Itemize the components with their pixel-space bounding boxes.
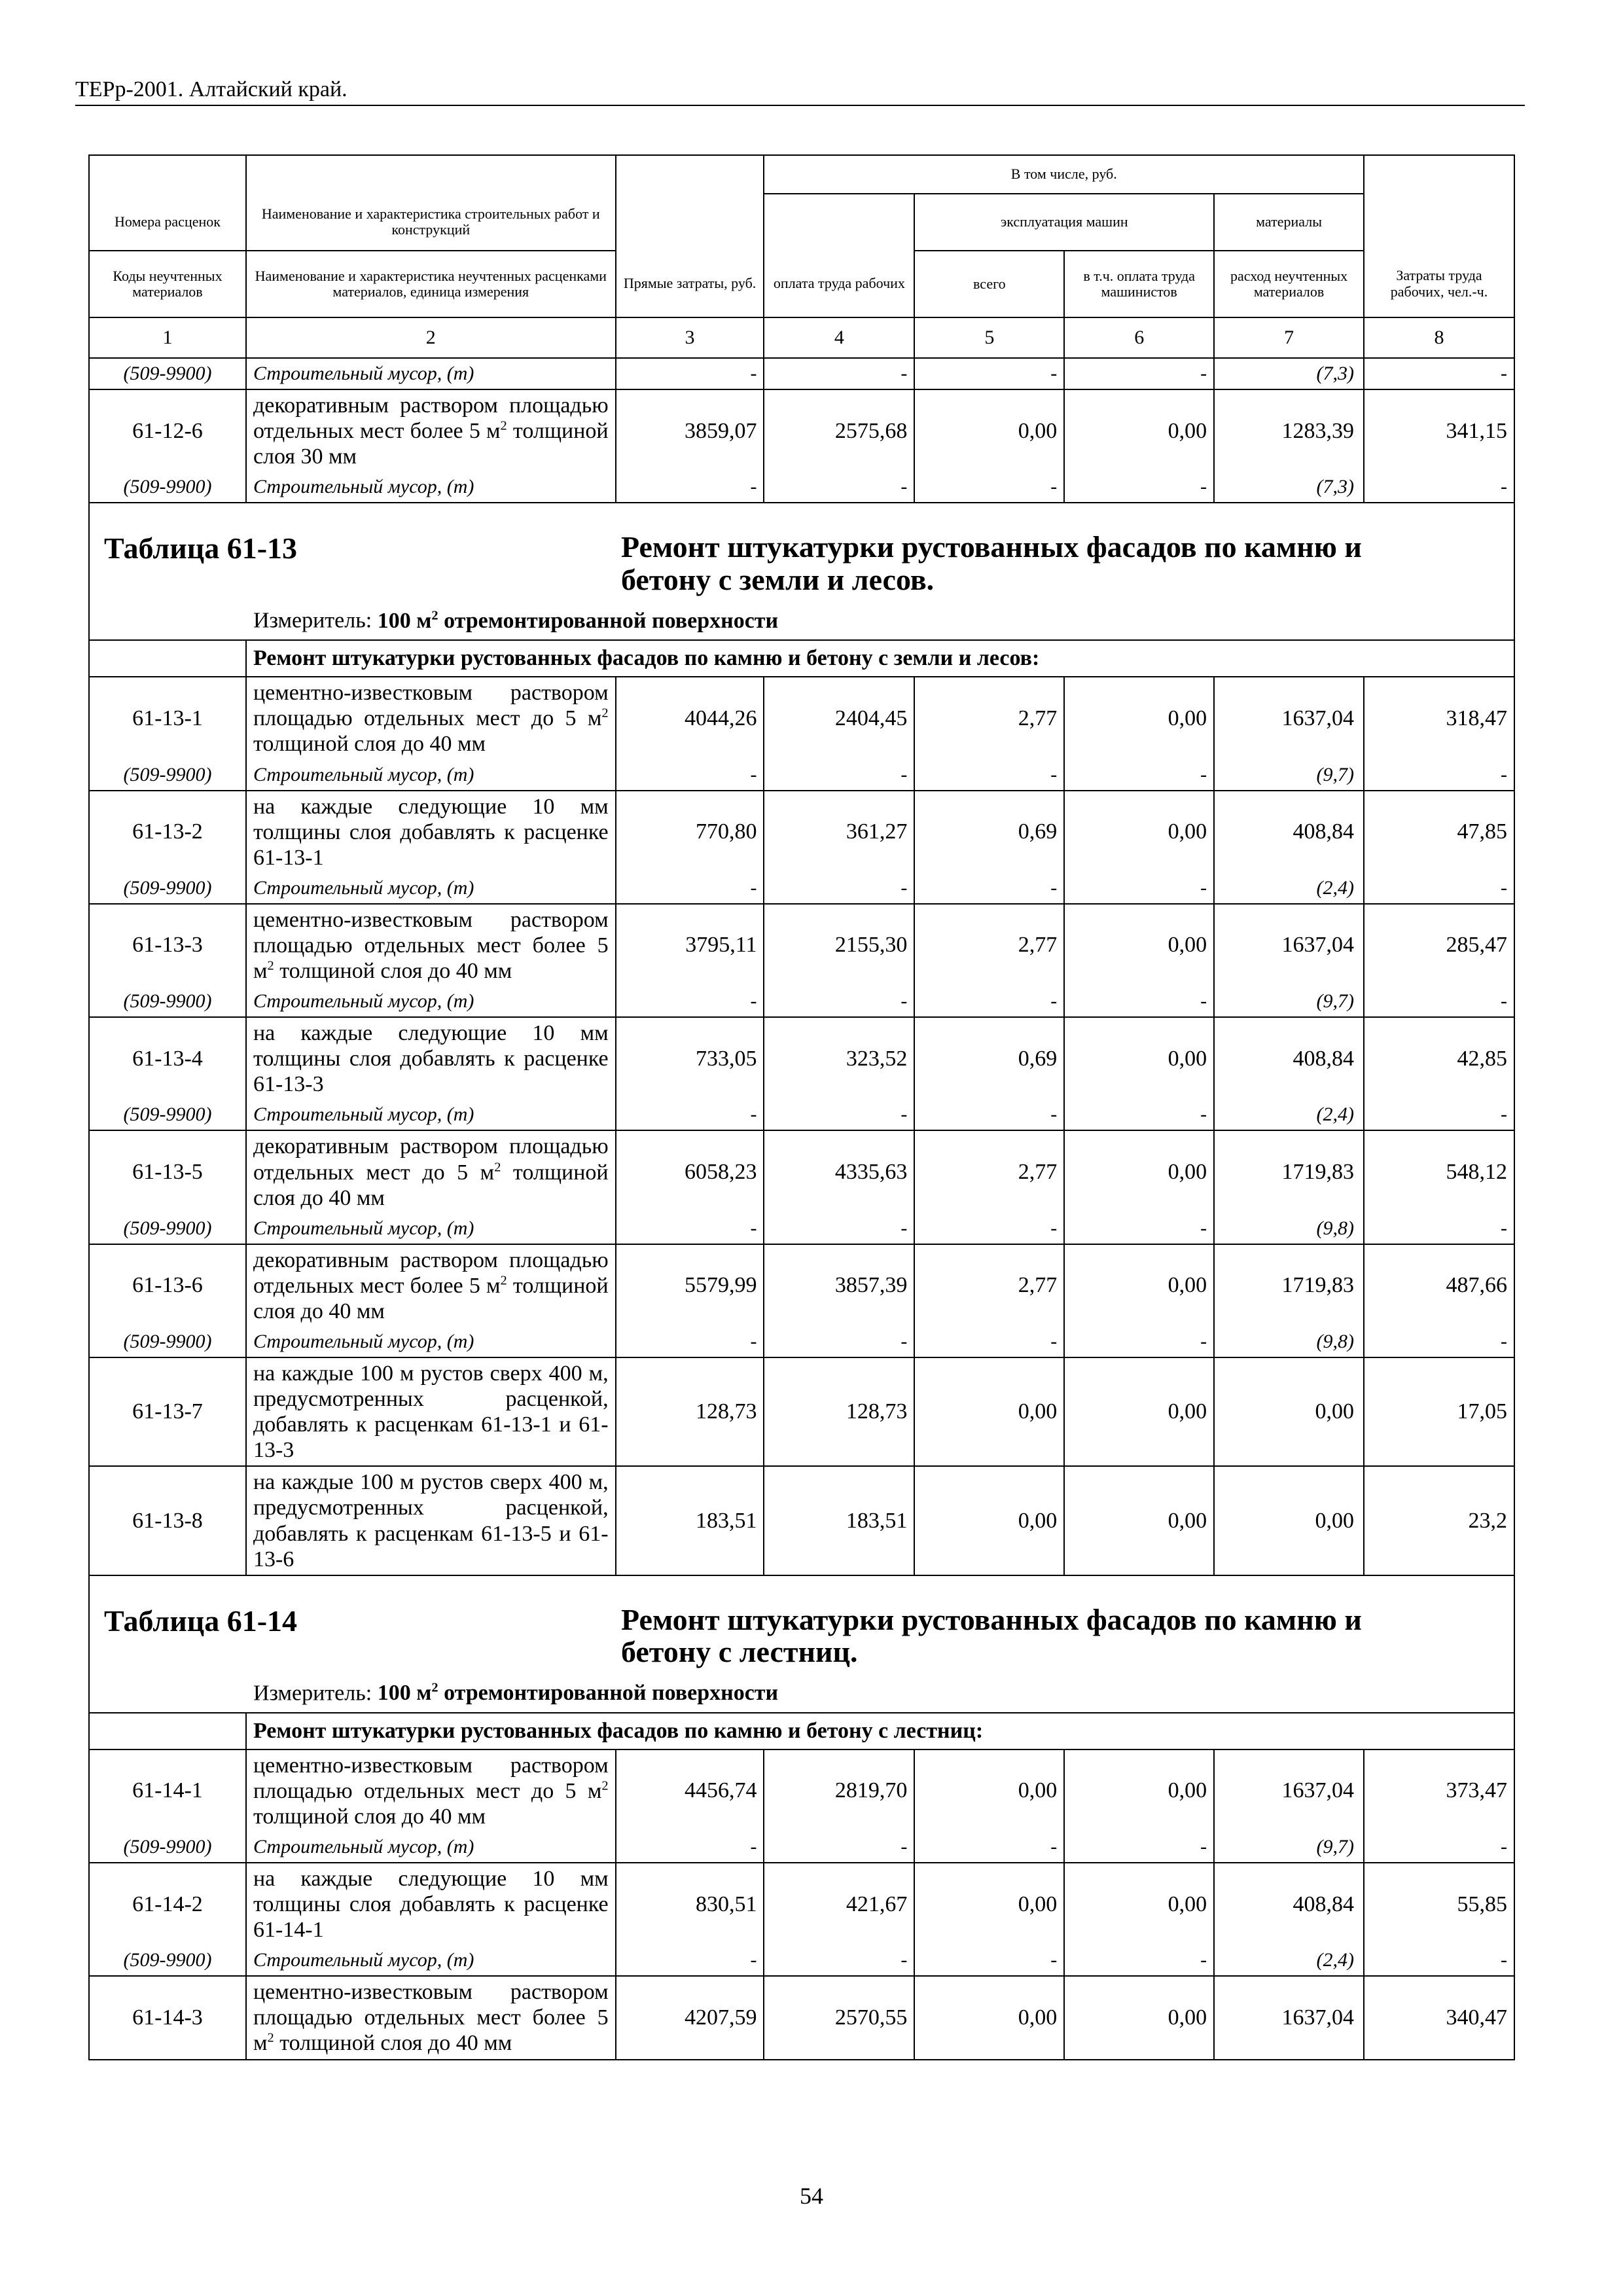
rate-value: 0,00 — [1064, 1017, 1214, 1100]
column-number: 3 — [616, 317, 764, 358]
column-number: 8 — [1364, 317, 1514, 358]
rate-value: 128,73 — [764, 1357, 914, 1466]
rate-row — [89, 1357, 1514, 1466]
rate-description: на каждые 100 м рустов сверх 400 м, предусмотренных расценкой, добавлять к расценкам 61-13-5 и 61-13-6 — [246, 1466, 616, 1575]
waste-value: - — [764, 760, 914, 791]
table-title-cell — [89, 503, 1514, 640]
rate-row — [89, 1863, 1514, 1945]
waste-value: - — [616, 1213, 764, 1244]
rate-code: 61-13-6 — [89, 1244, 246, 1327]
header-total: всего — [914, 251, 1064, 317]
waste-value: - — [1064, 1100, 1214, 1130]
rate-description: цементно-известковым раствором площадью отдельных мест более 5 $м^2$ толщиной слоя до 40 мм — [246, 904, 616, 986]
waste-value: - — [764, 358, 914, 389]
waste-value: - — [764, 1327, 914, 1357]
waste-value: (2,4) — [1214, 873, 1364, 904]
rate-description: на каждые следующие 10 мм толщины слоя добавлять к расценке 61-13-3 — [246, 1017, 616, 1100]
rate-row — [89, 1749, 1514, 1832]
waste-value: - — [616, 1327, 764, 1357]
rate-value: 733,05 — [616, 1017, 764, 1100]
table-name: Ремонт штукатурки рустованных фасадов по камню и бетону с земли и лесов. — [621, 530, 1362, 596]
waste-code: (509-9900) — [89, 1213, 246, 1244]
waste-value: - — [914, 760, 1064, 791]
waste-value: - — [914, 873, 1064, 904]
rate-value: 2,77 — [914, 1244, 1064, 1327]
table-subtitle-row — [89, 640, 1514, 677]
rate-value: 2,77 — [914, 1130, 1064, 1213]
rate-value: 2155,30 — [764, 904, 914, 986]
header-in-that-number: В том числе, руб. — [764, 155, 1364, 194]
waste-value: - — [914, 1327, 1064, 1357]
header-operator-pay: в т.ч. оплата труда машинистов — [1064, 251, 1214, 317]
rate-value: 6058,23 — [616, 1130, 764, 1213]
rate-value: 421,67 — [764, 1863, 914, 1945]
rates-table — [88, 154, 1515, 2060]
waste-code: (509-9900) — [89, 358, 246, 389]
waste-value: - — [1364, 358, 1514, 389]
rate-value: 0,00 — [914, 1357, 1064, 1466]
rate-value: 340,47 — [1364, 1976, 1514, 2059]
waste-row — [89, 1832, 1514, 1863]
waste-value: - — [1064, 986, 1214, 1017]
table-meter — [253, 1681, 778, 1706]
rate-value: 17,05 — [1364, 1357, 1514, 1466]
waste-value: (9,7) — [1214, 1832, 1364, 1863]
waste-value: - — [764, 1945, 914, 1976]
rate-description: цементно-известковым раствором площадью отдельных мест до 5 $м^2$ толщиной слоя до 40 мм — [246, 1749, 616, 1832]
rate-value: 1637,04 — [1214, 1749, 1364, 1832]
header-materials: материалы — [1214, 194, 1364, 251]
rate-value: 0,00 — [1064, 1976, 1214, 2059]
rate-value: 323,52 — [764, 1017, 914, 1100]
waste-value: (7,3) — [1214, 472, 1364, 503]
header-machine-operation: эксплуатация машин — [914, 194, 1214, 251]
waste-code: (509-9900) — [89, 760, 246, 791]
header-unaccounted-names: Наименование и характеристика неучтенных расценками материалов, единица измерения — [246, 251, 616, 317]
header-blank — [616, 155, 764, 194]
rate-value: 0,00 — [914, 1749, 1064, 1832]
column-number: 1 — [89, 317, 246, 358]
waste-code: (509-9900) — [89, 873, 246, 904]
waste-name: Строительный мусор, (т) — [246, 760, 616, 791]
waste-value: - — [764, 1832, 914, 1863]
rate-value: 23,2 — [1364, 1466, 1514, 1575]
table-title-cell — [89, 1575, 1514, 1713]
rate-value: 2570,55 — [764, 1976, 914, 2059]
header-direct-costs: Прямые затраты, руб. — [616, 251, 764, 317]
table-subtitle: Ремонт штукатурки рустованных фасадов по камню и бетону с лестниц: — [246, 1713, 1514, 1749]
waste-code: (509-9900) — [89, 1945, 246, 1976]
column-number: 2 — [246, 317, 616, 358]
table-name: Ремонт штукатурки рустованных фасадов по камню и бетону с лестниц. — [621, 1602, 1362, 1669]
waste-value: - — [1064, 1832, 1214, 1863]
waste-value: (9,8) — [1214, 1327, 1364, 1357]
header-blank — [616, 194, 764, 251]
waste-value: (2,4) — [1214, 1100, 1364, 1130]
rate-value: 0,00 — [1064, 904, 1214, 986]
header-row-2 — [89, 194, 1514, 251]
waste-value: (7,3) — [1214, 358, 1364, 389]
waste-row — [89, 1213, 1514, 1244]
header-blank — [1364, 155, 1514, 194]
rate-value: 2819,70 — [764, 1749, 914, 1832]
rate-value: 3795,11 — [616, 904, 764, 986]
waste-value: - — [1364, 1100, 1514, 1130]
table-subtitle-row — [89, 1713, 1514, 1749]
table-title-row — [89, 1575, 1514, 1713]
header-blank — [246, 155, 616, 194]
waste-value: - — [914, 1945, 1064, 1976]
rate-value: 1283,39 — [1214, 389, 1364, 472]
waste-value: (9,7) — [1214, 986, 1364, 1017]
header-unaccounted-consumption: расход неучтенных материалов — [1214, 251, 1364, 317]
waste-value: - — [1364, 1832, 1514, 1863]
rate-value: 408,84 — [1214, 1017, 1364, 1100]
waste-row — [89, 986, 1514, 1017]
waste-value: - — [1064, 472, 1214, 503]
rate-description: цементно-известковым раствором площадью отдельных мест более 5 $м^2$ толщиной слоя до 40 мм — [246, 1976, 616, 2059]
waste-value: - — [616, 358, 764, 389]
waste-code: (509-9900) — [89, 472, 246, 503]
waste-value: - — [914, 358, 1064, 389]
waste-name: Строительный мусор, (т) — [246, 873, 616, 904]
meter-label: Измеритель: — [253, 1681, 372, 1706]
rate-code: 61-12-6 — [89, 389, 246, 472]
header-blank — [764, 194, 914, 251]
rate-value: 4207,59 — [616, 1976, 764, 2059]
waste-value: - — [1064, 1945, 1214, 1976]
rate-value: 4044,26 — [616, 677, 764, 759]
rate-value: 408,84 — [1214, 791, 1364, 873]
waste-value: (9,8) — [1214, 1213, 1364, 1244]
rate-value: 0,00 — [914, 389, 1064, 472]
rate-value: 0,00 — [1064, 677, 1214, 759]
rate-value: 0,00 — [1064, 1749, 1214, 1832]
waste-code: (509-9900) — [89, 1327, 246, 1357]
rate-description: декоративным раствором площадью отдельных мест до 5 $м^2$ толщиной слоя до 40 мм — [246, 1130, 616, 1213]
rate-value: 318,47 — [1364, 677, 1514, 759]
waste-code: (509-9900) — [89, 1100, 246, 1130]
waste-value: - — [1364, 472, 1514, 503]
rate-row — [89, 389, 1514, 472]
rate-value: 0,00 — [1064, 1466, 1214, 1575]
rate-value: 3857,39 — [764, 1244, 914, 1327]
rate-value: 830,51 — [616, 1863, 764, 1945]
rate-row — [89, 1017, 1514, 1100]
rate-description: декоративным раствором площадью отдельных мест более 5 $м^2$ толщиной слоя до 40 мм — [246, 1244, 616, 1327]
waste-value: - — [616, 873, 764, 904]
meter-label: Измеритель: — [253, 608, 372, 633]
waste-value: - — [616, 1100, 764, 1130]
rate-value: 2404,45 — [764, 677, 914, 759]
rate-value: 1719,83 — [1214, 1244, 1364, 1327]
table-title-row — [89, 503, 1514, 640]
meter-value: 100 $м^2$ отремонтированной поверхности — [377, 608, 779, 633]
rate-code: 61-13-2 — [89, 791, 246, 873]
rate-value: 183,51 — [616, 1466, 764, 1575]
waste-name: Строительный мусор, (т) — [246, 1832, 616, 1863]
rate-value: 55,85 — [1364, 1863, 1514, 1945]
rate-value: 408,84 — [1214, 1863, 1364, 1945]
rate-row — [89, 904, 1514, 986]
waste-name: Строительный мусор, (т) — [246, 472, 616, 503]
rate-code: 61-13-3 — [89, 904, 246, 986]
rate-value: 487,66 — [1364, 1244, 1514, 1327]
rate-value: 0,00 — [1064, 389, 1214, 472]
waste-row — [89, 358, 1514, 389]
rate-row — [89, 1244, 1514, 1327]
rate-value: 4335,63 — [764, 1130, 914, 1213]
header-rule — [75, 105, 1525, 106]
waste-value: - — [1364, 1327, 1514, 1357]
waste-value: - — [1064, 873, 1214, 904]
rate-value: 548,12 — [1364, 1130, 1514, 1213]
waste-value: - — [616, 1945, 764, 1976]
rate-code: 61-13-5 — [89, 1130, 246, 1213]
rate-value: 0,00 — [914, 1863, 1064, 1945]
header-row-1 — [89, 155, 1514, 194]
rate-value: 2,77 — [914, 677, 1064, 759]
column-number: 4 — [764, 317, 914, 358]
rate-value: 3859,07 — [616, 389, 764, 472]
rate-row — [89, 1130, 1514, 1213]
rate-value: 1637,04 — [1214, 1976, 1364, 2059]
waste-code: (509-9900) — [89, 1832, 246, 1863]
rate-description: на каждые 100 м рустов сверх 400 м, предусмотренных расценкой, добавлять к расценкам 61-13-1 и 61-13-3 — [246, 1357, 616, 1466]
rate-code: 61-13-8 — [89, 1466, 246, 1575]
rate-value: 341,15 — [1364, 389, 1514, 472]
rate-code: 61-14-1 — [89, 1749, 246, 1832]
subtitle-blank — [89, 640, 246, 677]
waste-name: Строительный мусор, (т) — [246, 1100, 616, 1130]
table-meter — [253, 608, 778, 633]
waste-value: - — [1364, 760, 1514, 791]
rate-value: 0,69 — [914, 1017, 1064, 1100]
rate-value: 361,27 — [764, 791, 914, 873]
rate-value: 0,00 — [914, 1466, 1064, 1575]
rate-code: 61-13-4 — [89, 1017, 246, 1100]
rate-value: 42,85 — [1364, 1017, 1514, 1100]
waste-name: Строительный мусор, (т) — [246, 358, 616, 389]
rate-value: 0,00 — [1064, 1357, 1214, 1466]
waste-value: - — [1064, 358, 1214, 389]
waste-value: - — [764, 1100, 914, 1130]
header-labor-costs: Затраты труда рабочих, чел.-ч. — [1364, 251, 1514, 317]
table-subtitle: Ремонт штукатурки рустованных фасадов по камню и бетону с земли и лесов: — [246, 640, 1514, 677]
rate-value: 2575,68 — [764, 389, 914, 472]
waste-name: Строительный мусор, (т) — [246, 1945, 616, 1976]
waste-value: (9,7) — [1214, 760, 1364, 791]
rate-description: декоративным раствором площадью отдельных мест более 5 $м^2$ толщиной слоя 30 мм — [246, 389, 616, 472]
running-header: ТЕРр-2001. Алтайский край. — [75, 77, 348, 101]
column-number: 7 — [1214, 317, 1364, 358]
rate-code: 61-14-3 — [89, 1976, 246, 2059]
rate-description: на каждые следующие 10 мм толщины слоя добавлять к расценке 61-13-1 — [246, 791, 616, 873]
waste-value: - — [1364, 1213, 1514, 1244]
rate-row — [89, 791, 1514, 873]
waste-value: - — [616, 760, 764, 791]
waste-code: (509-9900) — [89, 986, 246, 1017]
rate-row — [89, 1976, 1514, 2059]
waste-value: - — [1364, 873, 1514, 904]
rate-value: 1637,04 — [1214, 677, 1364, 759]
waste-row — [89, 472, 1514, 503]
waste-value: - — [914, 1832, 1064, 1863]
waste-value: - — [764, 1213, 914, 1244]
rate-value: 1637,04 — [1214, 904, 1364, 986]
header-blank — [89, 155, 246, 194]
header-unaccounted-codes: Коды неучтенных материалов — [89, 251, 246, 317]
rate-value: 0,00 — [1214, 1357, 1364, 1466]
rate-value: 183,51 — [764, 1466, 914, 1575]
waste-value: - — [1364, 1945, 1514, 1976]
waste-value: - — [616, 986, 764, 1017]
waste-row — [89, 760, 1514, 791]
waste-value: - — [764, 873, 914, 904]
waste-name: Строительный мусор, (т) — [246, 1327, 616, 1357]
rate-value: 0,00 — [1064, 1130, 1214, 1213]
rate-value: 2,77 — [914, 904, 1064, 986]
header-rate-numbers: Номера расценок — [89, 194, 246, 251]
waste-value: - — [616, 472, 764, 503]
waste-value: - — [616, 1832, 764, 1863]
rate-code: 61-13-7 — [89, 1357, 246, 1466]
header-work-name: Наименование и характеристика строительных работ и конструкций — [246, 194, 616, 251]
waste-row — [89, 1327, 1514, 1357]
rate-code: 61-14-2 — [89, 1863, 246, 1945]
rate-description: цементно-известковым раствором площадью отдельных мест до 5 $м^2$ толщиной слоя до 40 мм — [246, 677, 616, 759]
rate-value: 0,00 — [1064, 791, 1214, 873]
rate-value: 770,80 — [616, 791, 764, 873]
waste-name: Строительный мусор, (т) — [246, 986, 616, 1017]
waste-row — [89, 1945, 1514, 1976]
rate-value: 0,00 — [1214, 1466, 1364, 1575]
column-number: 5 — [914, 317, 1064, 358]
rate-value: 285,47 — [1364, 904, 1514, 986]
subtitle-blank — [89, 1713, 246, 1749]
rate-value: 5579,99 — [616, 1244, 764, 1327]
waste-value: (2,4) — [1214, 1945, 1364, 1976]
waste-value: - — [764, 472, 914, 503]
page-number: 54 — [800, 2183, 823, 2209]
rate-code: 61-13-1 — [89, 677, 246, 759]
header-row-3 — [89, 251, 1514, 317]
rate-row — [89, 677, 1514, 759]
waste-value: - — [914, 986, 1064, 1017]
column-number: 6 — [1064, 317, 1214, 358]
waste-value: - — [914, 1213, 1064, 1244]
header-worker-pay: оплата труда рабочих — [764, 251, 914, 317]
waste-row — [89, 873, 1514, 904]
rate-value: 4456,74 — [616, 1749, 764, 1832]
waste-value: - — [914, 472, 1064, 503]
waste-name: Строительный мусор, (т) — [246, 1213, 616, 1244]
table-label: Таблица 61-13 — [104, 531, 298, 565]
waste-value: - — [1064, 1327, 1214, 1357]
rate-value: 47,85 — [1364, 791, 1514, 873]
table-label: Таблица 61-14 — [104, 1604, 298, 1638]
rate-value: 128,73 — [616, 1357, 764, 1466]
rate-value: 1719,83 — [1214, 1130, 1364, 1213]
rate-description: на каждые следующие 10 мм толщины слоя добавлять к расценке 61-14-1 — [246, 1863, 616, 1945]
meter-value: 100 $м^2$ отремонтированной поверхности — [377, 1680, 779, 1706]
rate-value: 373,47 — [1364, 1749, 1514, 1832]
waste-value: - — [1064, 760, 1214, 791]
rate-row — [89, 1466, 1514, 1575]
waste-value: - — [1364, 986, 1514, 1017]
rate-value: 0,00 — [1064, 1244, 1214, 1327]
waste-value: - — [764, 986, 914, 1017]
waste-row — [89, 1100, 1514, 1130]
rate-value: 0,00 — [1064, 1863, 1214, 1945]
header-blank — [1364, 194, 1514, 251]
column-numbers-row — [89, 317, 1514, 358]
rate-value: 0,69 — [914, 791, 1064, 873]
waste-value: - — [914, 1100, 1064, 1130]
rate-value: 0,00 — [914, 1976, 1064, 2059]
waste-value: - — [1064, 1213, 1214, 1244]
